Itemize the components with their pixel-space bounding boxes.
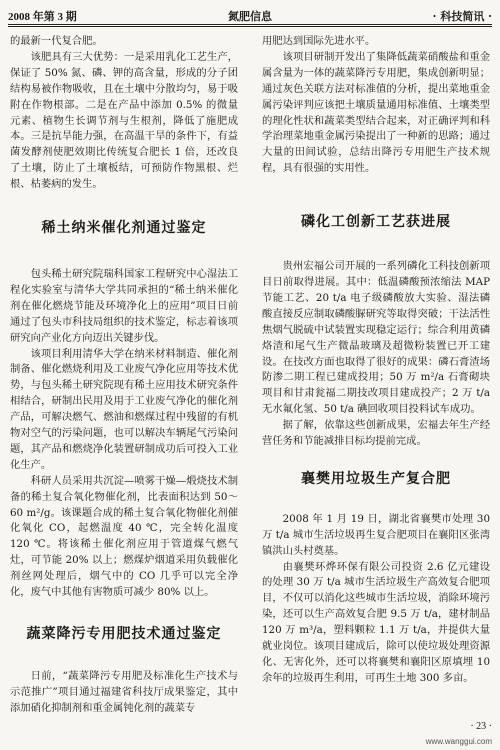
article-paragraph: 2008 年 1 月 19 日，湖北省襄樊市处理 30 万 t/a 城市生活垃圾再生复合肥项目在襄阳区张湾镇洪山头村奠基。 xyxy=(262,512,490,557)
continuation-paragraph: 该项目研制开发出了集降低蔬菜硝酸盐和重金属含量为一体的蔬菜降污专用肥，集成创新明显；通过灰色关联方法对标准值的分析，提出菜地重金属污染评判应该把土壤质量通用标准值、土壤类型的理化性状和蔬菜类型结合起来，对正确评判和科学治理菜地重金属污染提出了一种新的思路；通过大量的田间试验，总结出降污专用肥生产技术规程，具有很强的实用性。 xyxy=(262,50,490,175)
article-title: 稀土纳米催化剂通过鉴定 xyxy=(41,220,207,237)
article-title: 蔬菜降污专用肥技术通过鉴定 xyxy=(26,626,222,642)
article-paragraph: 由襄樊环烨环保有限公司投资 2.6 亿元建设的处理 30 万 t/a 城市生活垃圾生产高效复合肥项目，不仅可以消化这些城市生活垃圾，消除环境污染，还可以生产高效复合肥 9.5 万 t/a，建材制品 120 万 m³/a，塑料颗粒 1.1 万 t/a，并提供大量就业岗位。该项目建成后，除可以使垃圾处理资源化、无害化外，还可以将襄樊和襄阳区原填埋 10 余年的垃圾再生利用，可再生土地 300 多亩。 xyxy=(262,560,490,684)
intro-paragraph: 的最新一代复合肥。 xyxy=(10,35,103,47)
header-rule-top xyxy=(8,24,492,25)
article-paragraph: 贵州宏福公司开展的一系列磷化工科技创新项目日前取得进展。其中：低温磷酸预浓缩法 MAP 节能工艺、20 t/a 电子级磷酸放大实验、湿法磷酸直接反应制取磷酸脲研究等取得突破；干法活性焦烟气脱硫中试装置实现稳定运行；综合利用黄磷烙渣和尾气生产微晶玻璃及超微粉装置已开工建设。在技改方面也取得了很好的成果：磷石膏渣场防渗二期工程已建成投用；50 万 m²/a 石膏砌块项目和甘肃瓮福二期技改项目建成投产；2 万 t/a 无水氟化氢、50 t/a 碘回收项目投料试车成功。 xyxy=(262,260,490,416)
article-paragraph: 该项目利用清华大学在纳米材料制造、催化剂制备、催化燃烧利用及工业废气净化应用等技术优势，与包头稀土研究院现有稀土应用技术研究条件相结合，研制出民用及用于工业废气净化的催化剂产品，可解决燃气、燃油和燃煤过程中残留的有机物对空气的污染问题，也可以解决车辆尾气污染问题，其产品和燃烧净化装置研制成功后可投入工业化生产。 xyxy=(10,347,238,471)
header-rule-bottom xyxy=(8,26,492,27)
journal-title: 氮肥信息 xyxy=(228,10,272,23)
left-column xyxy=(10,34,238,717)
article-paragraph: 据了解，依靠这些创新成果，宏福去年生产经营任务和节能减排目标均提前完成。 xyxy=(262,419,490,448)
issue-label: 2008 年第 3 期 xyxy=(8,11,77,23)
continuation-paragraph: 用肥达到国际先进水平。 xyxy=(262,35,376,47)
intro-paragraph: 该肥具有三大优势：一是采用乳化工艺生产，保证了 50% 氮、磷、钾的高含量，形成的分子团结构易被作物吸收，且在土壤中分散均匀，易于吸附在作物根部。二是在产品中添加 0.5% 的微量元素、植物生长调节剂与生根剂，降低了施肥成本。三是抗旱能力强，在高温干旱的条件下，有益菌发酵剂使肥效期比传统复合肥长 1 倍，还改良了土壤，防止了土壤板结，可预防作物黑根、烂根、枯萎病的发生。 xyxy=(10,50,238,191)
article-paragraph: 日前，“蔬菜降污专用肥及标准化生产技术与示范推广”项目通过福建省科技厅成果鉴定，其中添加硝化抑制剂和重金属钝化剂的蔬菜专 xyxy=(10,669,238,714)
page-header xyxy=(8,6,492,24)
article-paragraph: 科研人员采用共沉淀—喷雾干燥—煅烧技术制备的稀土复合氧化物催化剂，比表面积达到 50～60 m²/g。该课题合成的稀土复合氧化物催化剂催化氧化 CO，起燃温度 40 ℃，完全转化温度 120 ℃。将该稀土催化剂应用于管道煤气燃气灶，可节能 20% 以上；燃煤炉烟道采用负载催化剂丝网处理后，烟气中的 CO 几乎可以完全净化，废气中其他有害物质可减少 80% 以上。 xyxy=(10,474,238,599)
article-title: 襄樊用垃圾生产复合肥 xyxy=(301,470,451,487)
article-title: 磷化工创新工艺获进展 xyxy=(301,214,451,231)
page-number: · 23 · xyxy=(470,721,492,732)
right-column xyxy=(262,34,490,687)
article-paragraph: 包头稀土研究院瑞科国家工程研究中心湿法工程化实验室与清华大学共同承担的“稀土纳米催化剂在催化燃烧节能及环境净化上的应用”项目日前通过了包头市科技局组织的技术鉴定，标志着该项研究向产业化方向迈出关键步伐。 xyxy=(10,267,238,344)
column-label: · 科技简讯 · xyxy=(432,10,492,23)
watermark: www.wanggui.com xyxy=(425,737,492,746)
